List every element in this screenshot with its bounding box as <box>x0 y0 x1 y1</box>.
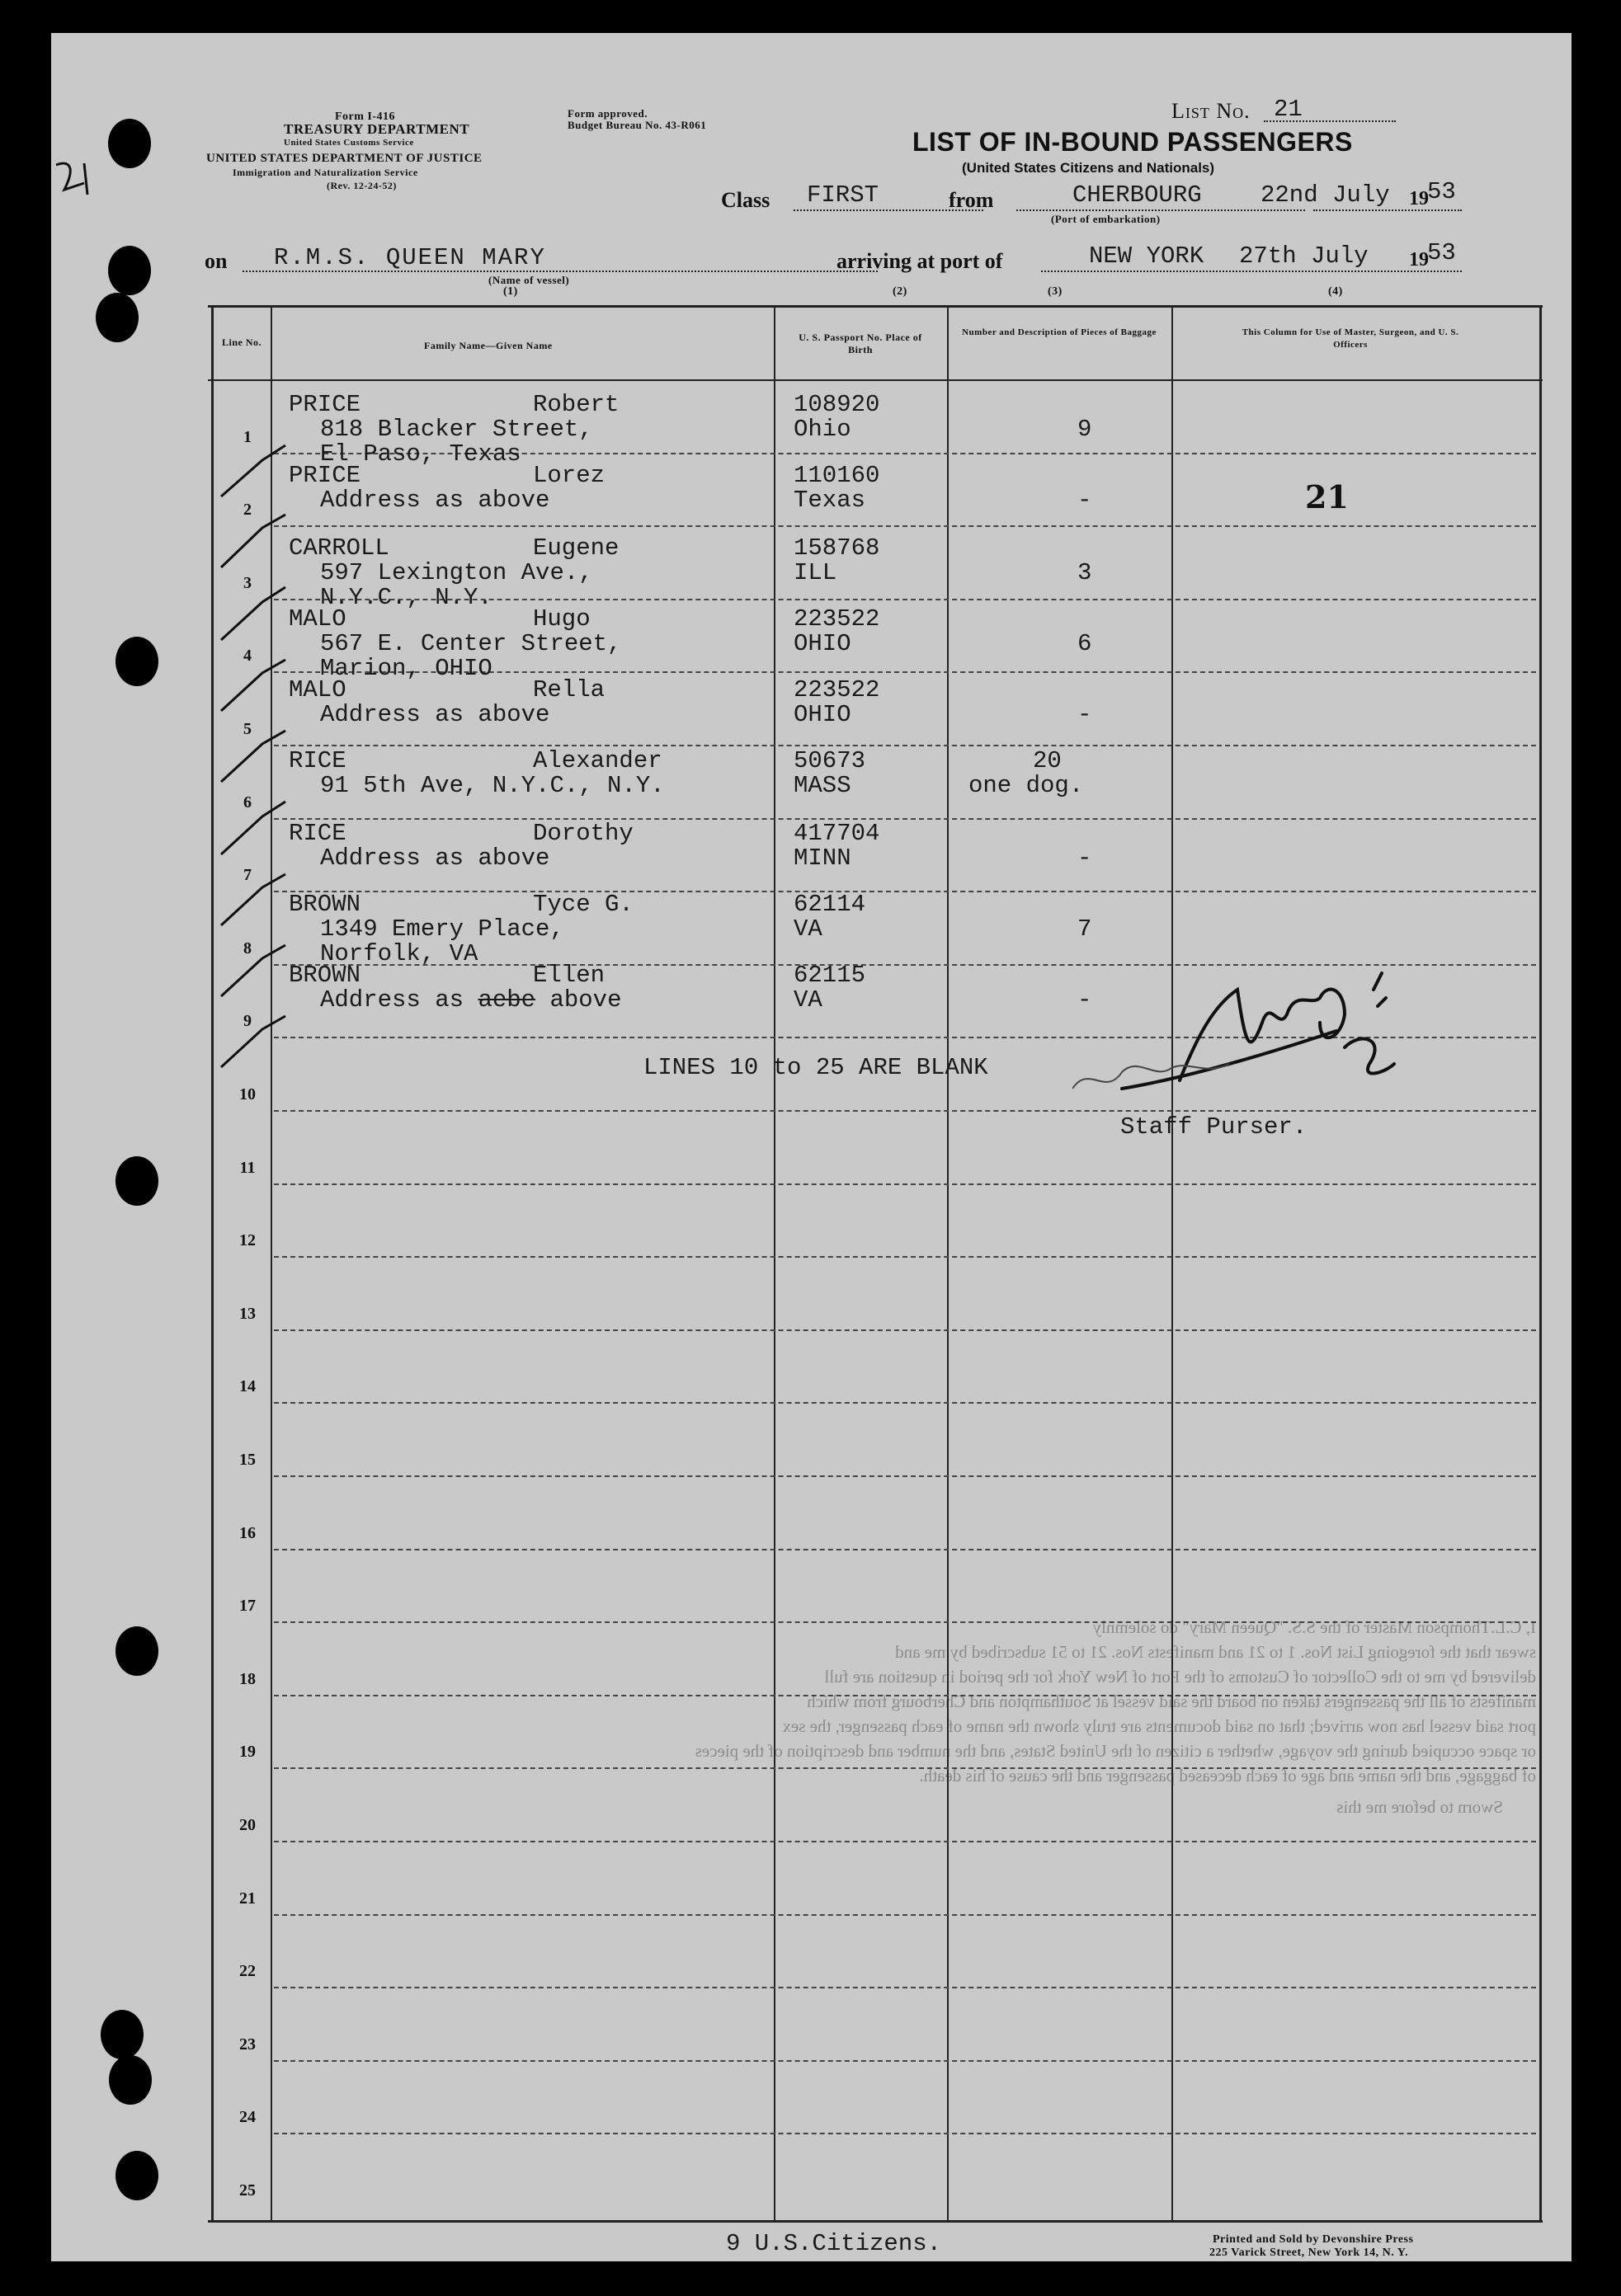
given-name: Eugene <box>533 534 620 562</box>
col-header-name: Family Name—Given Name <box>424 340 553 351</box>
punch-hole <box>115 2151 158 2200</box>
page-title: LIST OF IN-BOUND PASSENGERS <box>912 127 1353 157</box>
oath-line: of baggage, and the name and age of each deceased passenger and the cause of his death. <box>919 1766 1536 1786</box>
arrival-year: 53 <box>1427 239 1456 266</box>
family-name: PRICE <box>289 462 361 489</box>
family-name: CARROLL <box>289 534 389 562</box>
given-name: Ellen <box>533 962 606 989</box>
col-header-line-no: Line No. <box>221 336 262 348</box>
form-number: Form I-416 <box>335 111 396 123</box>
family-name: RICE <box>289 820 346 847</box>
manifest-sheet <box>51 33 1572 2261</box>
passport-no: 62114 <box>794 891 866 918</box>
col-num: (2) <box>893 285 907 298</box>
staff-purser-title: Staff Purser. <box>1120 1113 1308 1141</box>
list-no-label: List No. <box>1171 99 1251 123</box>
line-number: 3 <box>243 573 252 592</box>
family-name: BROWN <box>289 891 361 918</box>
birth-place: MASS <box>794 772 851 799</box>
embarkation-year: 53 <box>1427 178 1456 205</box>
vessel-name: R.M.S. QUEEN MARY <box>274 244 546 271</box>
purser-signature <box>1072 924 1419 1105</box>
family-name: MALO <box>289 676 346 703</box>
oath-line: delivered by me to the Collector of Customs of the Port of New York for the period in question are full <box>824 1667 1536 1687</box>
line-number: 21 <box>239 1889 256 1908</box>
corner-mark <box>51 157 101 206</box>
line-number: 14 <box>239 1377 256 1396</box>
baggage-count: 6 <box>1077 630 1092 657</box>
line-number: 25 <box>239 2181 256 2200</box>
row-rule <box>274 1329 1536 1331</box>
address-line: 818 Blacker Street, <box>320 416 593 443</box>
row-rule <box>274 1987 1536 1988</box>
birth-place: VA <box>794 915 822 943</box>
line-number: 13 <box>239 1304 256 1323</box>
family-name: MALO <box>289 605 346 633</box>
line-number: 23 <box>239 2035 256 2054</box>
line-number: 8 <box>243 939 252 957</box>
row-rule <box>274 1183 1536 1185</box>
given-name: Robert <box>533 391 620 418</box>
address-text: Address as <box>320 986 464 1014</box>
baggage-count: - <box>1077 986 1092 1014</box>
line-number: 15 <box>239 1451 256 1469</box>
row-rule <box>274 1475 1536 1477</box>
vessel-caption: (Name of vessel) <box>488 274 570 286</box>
address-line: Address as above <box>320 845 550 872</box>
col-num: (4) <box>1328 285 1343 298</box>
class-label: Class <box>721 188 770 212</box>
ins-service: Immigration and Naturalization Service <box>233 167 418 178</box>
line-number: 6 <box>243 793 252 812</box>
from-label: from <box>949 188 994 212</box>
col-header-passport: U. S. Passport No. Place of Birth <box>799 332 922 355</box>
punch-hole <box>115 1626 158 1676</box>
baggage-count: - <box>1077 487 1092 514</box>
customs-service: United States Customs Service <box>284 138 414 148</box>
line-number: 22 <box>239 1962 256 1981</box>
baggage-count: - <box>1077 701 1092 728</box>
passport-no: 50673 <box>794 747 866 774</box>
row-rule <box>274 1841 1536 1842</box>
punch-hole <box>101 2010 144 2059</box>
baggage-count: - <box>1077 845 1092 872</box>
printer-address: 225 Varick Street, New York 14, N. Y. <box>1209 2247 1409 2259</box>
punch-hole <box>96 293 139 342</box>
birth-place: OHIO <box>794 701 851 728</box>
birth-place: Ohio <box>794 416 851 443</box>
line-number: 17 <box>239 1597 256 1616</box>
oath-line: manifests of all the passengers taken on board the said vessel at Southampton and Cherbourg from which <box>807 1691 1536 1711</box>
row-rule <box>274 2133 1536 2134</box>
birth-place: MINN <box>794 845 851 872</box>
row-rule <box>274 1110 1536 1112</box>
line-number: 9 <box>243 1012 252 1031</box>
embarkation-port: CHERBOURG <box>1072 181 1202 209</box>
passport-no: 108920 <box>794 391 880 418</box>
row-rule <box>274 891 1536 892</box>
line-number: 12 <box>239 1231 256 1250</box>
punch-hole <box>109 2055 152 2105</box>
row-rule <box>274 1402 1536 1404</box>
arrival-year-prefix: 19 <box>1409 249 1429 271</box>
address-line: N.Y.C., N.Y. <box>320 584 492 611</box>
baggage-count: 3 <box>1077 559 1092 586</box>
embarkation-date: 22nd July <box>1261 181 1390 209</box>
line-number: 11 <box>239 1158 256 1177</box>
family-name: PRICE <box>289 391 361 418</box>
form-approved: Form approved. <box>568 107 648 120</box>
address-line: 597 Lexington Ave., <box>320 559 593 586</box>
line-number: 16 <box>239 1523 256 1542</box>
punch-hole <box>108 246 151 295</box>
oath-line: Sworn to before me this <box>1336 1797 1503 1817</box>
row-rule <box>274 745 1536 746</box>
line-number: 10 <box>239 1085 256 1103</box>
arriving-label: arriving at port of <box>836 249 1003 273</box>
line-number: 19 <box>239 1743 256 1762</box>
row-rule <box>274 1549 1536 1550</box>
address-line: El Paso, Texas <box>320 440 521 468</box>
address-line <box>320 986 621 1014</box>
on-label: on <box>205 249 228 273</box>
arrival-date: 27th July <box>1239 242 1369 270</box>
birth-place: Texas <box>794 487 866 514</box>
col-header-officers: This Column for Use of Master, Surgeon, and U. S. Officers <box>1242 327 1459 350</box>
birth-place: VA <box>794 986 822 1014</box>
row-rule <box>274 2060 1536 2062</box>
passport-no: 417704 <box>794 820 880 847</box>
oath-line: port said vessel has now arrived; that on said documents are truly shown the name of each passenger, the sex <box>782 1716 1536 1736</box>
row-rule <box>274 1914 1536 1916</box>
birth-place: OHIO <box>794 630 851 657</box>
officer-mark: 21 <box>1305 478 1349 515</box>
class-value: FIRST <box>807 181 879 209</box>
given-name: Dorothy <box>533 820 634 847</box>
line-number: 5 <box>243 720 252 738</box>
family-name: RICE <box>289 747 346 774</box>
check-marks <box>213 429 345 1122</box>
col-header-baggage: Number and Description of Pieces of Baggage <box>962 327 1157 337</box>
baggage-count: 7 <box>1077 915 1092 943</box>
list-no-value: 21 <box>1274 96 1303 123</box>
oath-bleedthrough <box>282 1615 1536 1819</box>
oath-line: or space occupied during the voyage, whether a citizen of the United States, and the number and description of the pieces <box>695 1741 1536 1761</box>
baggage-count: 9 <box>1077 416 1092 443</box>
treasury-dept: TREASURY DEPARTMENT <box>284 121 470 137</box>
dept-justice: UNITED STATES DEPARTMENT OF JUSTICE <box>206 152 483 165</box>
line-number: 2 <box>243 501 252 520</box>
struck-text: aebe <box>478 986 536 1014</box>
printer-line: Printed and Sold by Devonshire Press <box>1213 2233 1414 2246</box>
address-line: Address as above <box>320 701 550 728</box>
address-line: Norfolk, VA <box>320 940 478 967</box>
punch-hole <box>115 1156 158 1206</box>
given-name: Tyce G. <box>533 891 634 918</box>
line-number: 20 <box>239 1816 256 1834</box>
col-num: (1) <box>503 285 518 298</box>
embarkation-year-prefix: 19 <box>1409 188 1429 209</box>
line-number: 18 <box>239 1669 256 1688</box>
line-number: 1 <box>243 427 252 446</box>
address-line: 91 5th Ave, N.Y.C., N.Y. <box>320 772 665 799</box>
row-rule <box>274 818 1536 820</box>
arrival-port: NEW YORK <box>1089 242 1204 270</box>
line-number: 7 <box>243 866 252 885</box>
given-name: Hugo <box>533 605 591 633</box>
oath-line: I, C.L.Thompson Master of the S.S. "Queen Mary" do solemnly <box>1092 1617 1536 1637</box>
address-text: above <box>549 986 622 1014</box>
punch-hole <box>115 637 158 686</box>
budget-bureau: Budget Bureau No. 43-R061 <box>568 119 707 131</box>
page-subtitle: (United States Citizens and Nationals) <box>962 160 1215 176</box>
citizen-count: 9 U.S.Citizens. <box>726 2230 942 2257</box>
passport-no: 223522 <box>794 605 880 633</box>
line-number: 24 <box>239 2108 256 2127</box>
given-name: Rella <box>533 676 606 703</box>
baggage-count: 20 <box>1033 747 1062 774</box>
blank-lines-note: LINES 10 to 25 ARE BLANK <box>643 1054 988 1081</box>
oath-line: swear that the foregoing List Nos. 1 to 21 and manifests Nos. 21 to 51 subscribed by me and <box>895 1642 1536 1662</box>
passport-no: 110160 <box>794 462 880 489</box>
revision: (Rev. 12-24-52) <box>327 180 397 191</box>
address-line: Marion, OHIO <box>320 655 492 682</box>
line-number: 4 <box>243 647 252 666</box>
row-rule <box>274 525 1536 527</box>
given-name: Lorez <box>533 462 606 489</box>
embarkation-caption: (Port of embarkation) <box>1051 213 1161 225</box>
family-name: BROWN <box>289 962 361 989</box>
punch-hole <box>108 119 151 168</box>
address-line: 1349 Emery Place, <box>320 915 564 943</box>
passport-no: 223522 <box>794 676 880 703</box>
given-name: Alexander <box>533 747 662 774</box>
baggage-note: one dog. <box>968 772 1084 799</box>
row-rule <box>274 1256 1536 1258</box>
birth-place: ILL <box>794 559 837 586</box>
passport-no: 158768 <box>794 534 880 562</box>
col-num: (3) <box>1048 285 1063 298</box>
passport-no: 62115 <box>794 962 866 989</box>
address-line: 567 E. Center Street, <box>320 630 622 657</box>
address-line: Address as above <box>320 487 550 514</box>
